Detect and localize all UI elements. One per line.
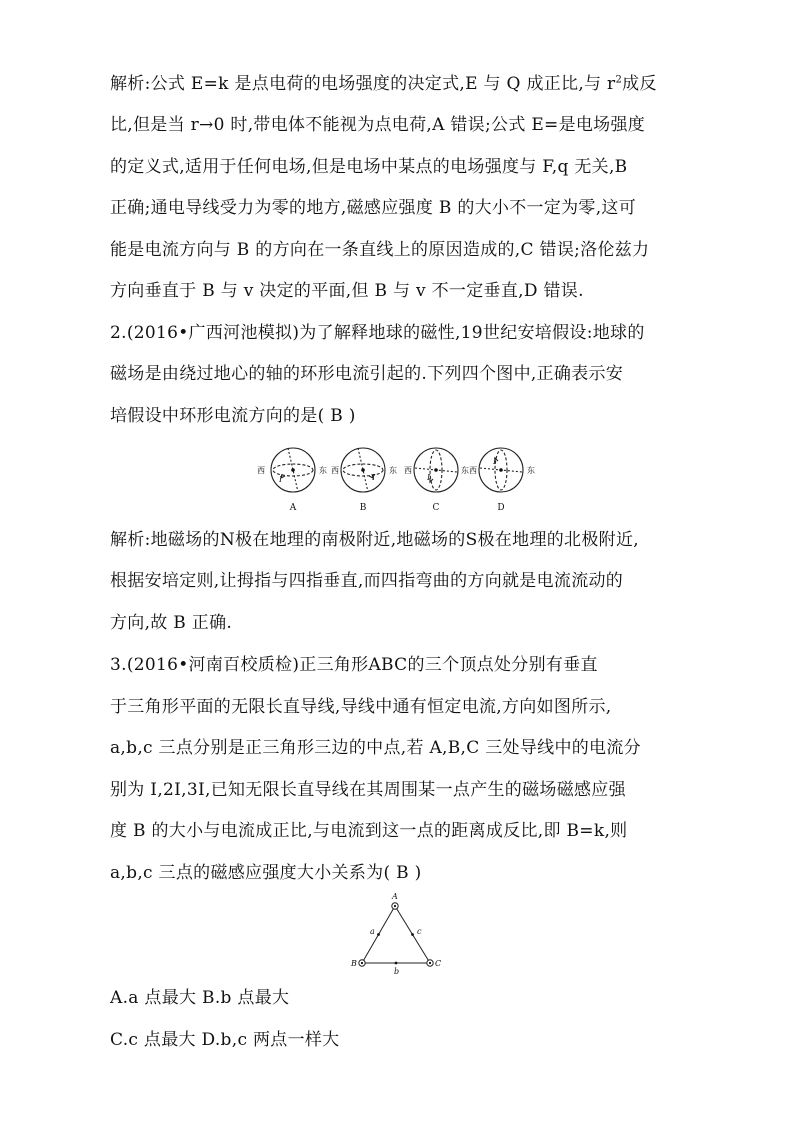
solution-1-line [110, 74, 657, 94]
solution-2-line: 方向,故 B 正确. [110, 613, 233, 633]
question-3-line: 于三角形平面的无限长直导线,导线中通有恒定电流,方向如图所示, [110, 697, 612, 717]
question-3-line: 3.(2016•河南百校质检)正三角形ABC的三个顶点处分别有垂直 [110, 655, 598, 675]
question-3-line: a,b,c 三点的磁感应强度大小关系为( B ) [110, 863, 422, 883]
midpoint-a [377, 933, 380, 936]
question-2-line: 2.(2016•广西河池模拟)为了解释地球的磁性,19世纪安培假设:地球的 [110, 323, 645, 343]
question-3-line: a,b,c 三点分别是正三角形三边的中点,若 A,B,C 三处导线中的电流分 [110, 738, 641, 758]
current-label: I [493, 457, 497, 466]
east-label: 东 [389, 466, 397, 475]
question-2-line: 培假设中环形电流方向的是( B ) [110, 406, 356, 426]
superscript: 2 [615, 74, 623, 86]
west-label: 西 [469, 466, 477, 475]
west-label: 西 [331, 466, 339, 475]
globe-figure [255, 444, 545, 516]
text-run: 解析:公式 E=k 是点电荷的电场强度的决定式,E 与 Q 成正比,与 r [110, 74, 616, 94]
midpoint-c [411, 933, 414, 936]
question-3-line: 度 B 的大小与电流成正比,与电流到这一点的距离成反比,即 B=k,则 [110, 821, 628, 841]
east-label: 东 [319, 466, 327, 475]
option-c-label: C [432, 503, 440, 513]
solution-1-line: 能是电流方向与 B 的方向在一条直线上的原因造成的,C 错误;洛伦兹力 [110, 240, 650, 260]
solution-2-line: 解析:地磁场的N极在地理的南极附近,地磁场的S极在地理的北极附近, [110, 530, 639, 550]
point-b-label: b [394, 967, 400, 976]
point-a-label: a [370, 927, 375, 936]
solution-1-line: 方向垂直于 B 与 v 决定的平面,但 B 与 v 不一定垂直,D 错误. [110, 281, 584, 301]
solution-1-line: 比,但是当 r→0 时,带电体不能视为点电荷,A 错误;公式 E=是电场强度 [110, 115, 646, 135]
current-label: I [372, 473, 376, 482]
question-3-line: 别为 I,2I,3I,已知无限长直导线在其周围某一点产生的磁场磁感应强 [110, 780, 626, 800]
vertex-a-label: A [392, 892, 398, 901]
question-2-line: 磁场是由绕过地心的轴的环形电流引起的.下列四个图中,正确表示安 [110, 364, 624, 384]
east-label: 东 [461, 466, 469, 475]
point-c-label: c [417, 927, 422, 936]
options-line: A.a 点最大 B.b 点最大 [110, 988, 290, 1008]
solution-2-line: 根据安培定则,让拇指与四指垂直,而四指弯曲的方向就是电流流动的 [110, 571, 624, 591]
options-line: C.c 点最大 D.b,c 两点一样大 [110, 1030, 340, 1050]
option-d-label: D [497, 503, 505, 513]
current-label: I [279, 475, 283, 484]
globe-figure-svg [255, 444, 545, 516]
midpoint-b [395, 962, 398, 965]
triangle-figure [345, 890, 445, 978]
vertex-b-label: B [351, 959, 357, 968]
current-label: I [427, 473, 431, 482]
option-a-label: A [289, 503, 297, 513]
west-label: 西 [257, 466, 265, 475]
east-label: 东 [527, 466, 535, 475]
triangle-figure-svg [345, 890, 445, 978]
vertex-c-label: C [435, 959, 442, 968]
text-run: 成反 [622, 74, 657, 94]
option-b-label: B [359, 503, 367, 513]
solution-1-line: 正确;通电导线受力为零的地方,磁感应强度 B 的大小不一定为零,这可 [110, 198, 637, 218]
west-label: 西 [404, 466, 412, 475]
solution-1-line: 的定义式,适用于任何电场,但是电场中某点的电场强度与 F,q 无关,B [110, 157, 628, 177]
